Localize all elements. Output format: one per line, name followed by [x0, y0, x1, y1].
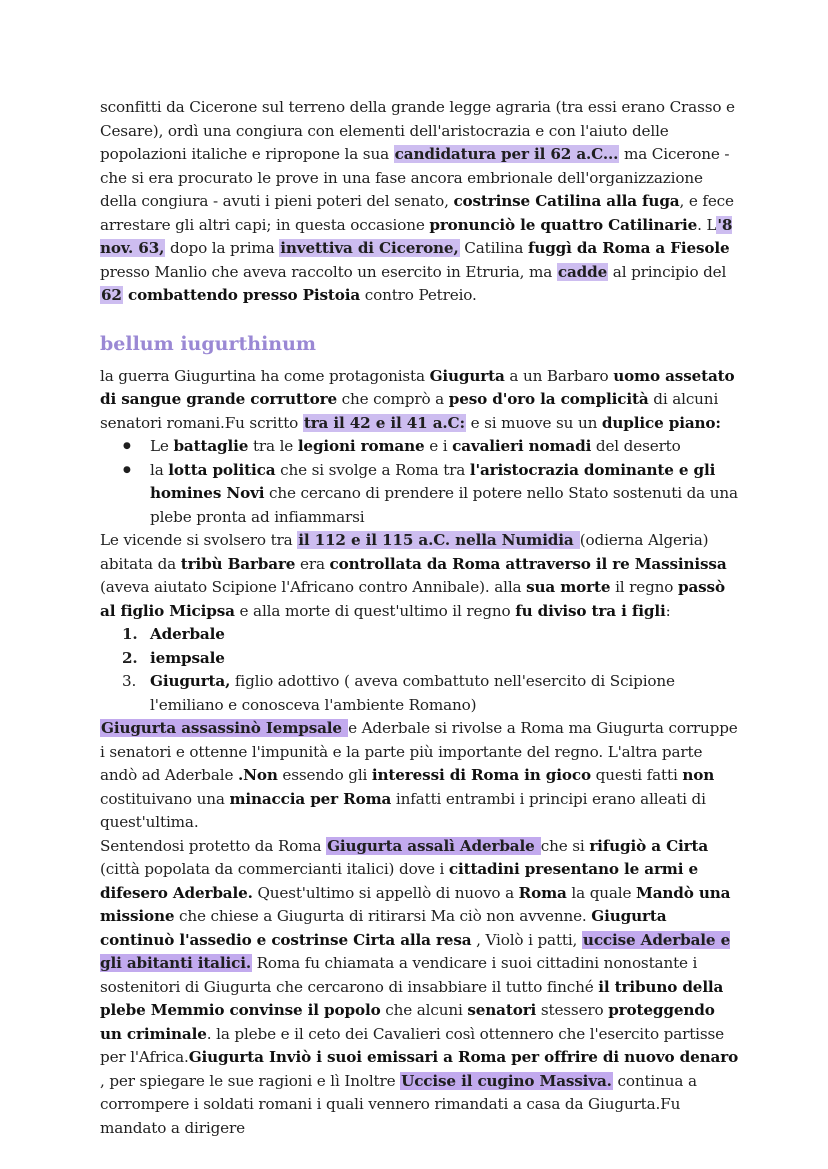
paragraph-cirta: Sentendosi protetto da Roma Giugurta assalì Aderbale che si rifugiò a Cirta (città popolata da commercianti italici) dove i cittadini presentano le armi e difesero Aderbale. Quest'ultimo si appellò di nuovo a Roma la quale Mandò una missione che chiese a Giugurta di ritirarsi Ma ciò non avvenne. Giugurta continuò l'assedio e costrinse Cirta alla resa , Violò i patti, uccise Aderbale e gli abitanti italici. Roma fu chiamata a vendicare i suoi cittadini nonostante i sostenitori di Giugurta che cercarono di insabbiare il tutto finché il tribuno della plebe Memmio convinse il popolo che alcuni senatori stessero proteggendo un criminale. la plebe e il ceto dei Cavalieri così ottennero che l'esercito partisse per l'Africa.Giugurta Inviò i suoi emissari a Roma per offrire di nuovo denaro , per spiegare le sue ragioni e lì Inoltre Uccise il cugino Massiva. continua a corrompere i soldati romani i quali vennero rimandati a casa da Giugurta.Fu mandato a dirigere: [100, 836, 739, 1137]
highlight: '8 nov. 63,: [100, 215, 733, 257]
paragraph-iempsale: Giugurta assassinò Iempsale e Aderbale si rivolse a Roma ma Giugurta corruppe i senatori e ottenne l'impunità e la parte più importante del regno. L'altra parte andò ad Aderbale .Non essendo gli interessi di Roma in gioco questi fatti non costituivano una minaccia per Roma infatti entrambi i principi erano alleati di quest'ultima.: [100, 719, 738, 831]
paragraph-numidia: Le vicende si svolsero tra il 112 e il 115 a.C. nella Numidia (odierna Algeria) abitata da tribù Barbare era controllata da Roma attraverso il re Massinissa (aveva aiutato Scipione l'Africano contro Annibale). alla sua morte il regno passò al figlio Micipsa e alla morte di quest'ultimo il regno fu diviso tra i figli:: [100, 531, 727, 620]
numbered-list: [100, 623, 740, 717]
list-item: 1. Aderbale: [122, 625, 225, 643]
list-item: 3. Giugurta, figlio adottivo ( aveva combattuto nell'esercito di Scipione l'emiliano e conosceva l'ambiente Romano): [122, 672, 675, 714]
highlight: candidatura per il 62 a.C...: [394, 145, 619, 163]
highlight: Giugurta assassinò Iempsale: [101, 719, 348, 737]
highlight: cadde: [557, 262, 608, 281]
highlight: uccise Aderbale e gli abitanti italici.: [100, 930, 731, 972]
paragraph-intro: la guerra Giugurtina ha come protagonista Giugurta a un Barbaro uomo assetato di sangue grande corruttore che comprò a peso d'oro la complicità di alcuni senatori romani.Fu scritto tra il 42 e il 41 a.C: e si muove su un duplice piano:: [100, 366, 735, 432]
highlight: il 112 e il 115 a.C. nella Numidia: [298, 531, 579, 549]
section-heading: bellum iugurthinum: [100, 332, 317, 355]
highlight: 62: [101, 286, 122, 304]
paragraph-catilina: sconfitti da Cicerone sul terreno della grande legge agraria (tra essi erano Crasso e Cesare), ordì una congiura con elementi dell'aristocrazia e con l'aiuto delle popolazioni italiche e ripropone la sua candidatura per il 62 a.C... ma Cicerone - che si era procurato le prove in una fase ancora embrionale dell'organizzazione della congiura - avuti i pieni poteri del senato, costrinse Catilina alla fuga, e fece arrestare gli altri capi; in questa occasione pronunciò le quattro Catilinarie. L'8 nov. 63, dopo la prima invettiva di Cicerone, Catilina fuggì da Roma a Fiesole presso Manlio che aveva raccolto un esercito in Etruria, ma cadde al principio del 62 combattendo presso Pistoia contro Petreio.: [100, 98, 735, 304]
highlight: Uccise il cugino Massiva.: [401, 1071, 612, 1090]
list-item: ● la lotta politica che si svolge a Roma tra l'aristocrazia dominante e gli homines Novi che cercano di prendere il potere nello Stato sostenuti da una plebe pronta ad infiammarsi: [100, 459, 740, 530]
list-item: ● Le battaglie tra le legioni romane e i cavalieri nomadi del deserto: [100, 435, 740, 459]
highlight: tra il 42 e il 41 a.C:: [303, 413, 465, 432]
highlight: Giugurta assalì Aderbale: [327, 836, 540, 855]
list-item: 2. iempsale: [122, 648, 225, 667]
bullet-list: [100, 435, 740, 529]
highlight: invettiva di Cicerone,: [280, 239, 459, 257]
document-page: [100, 96, 740, 1140]
